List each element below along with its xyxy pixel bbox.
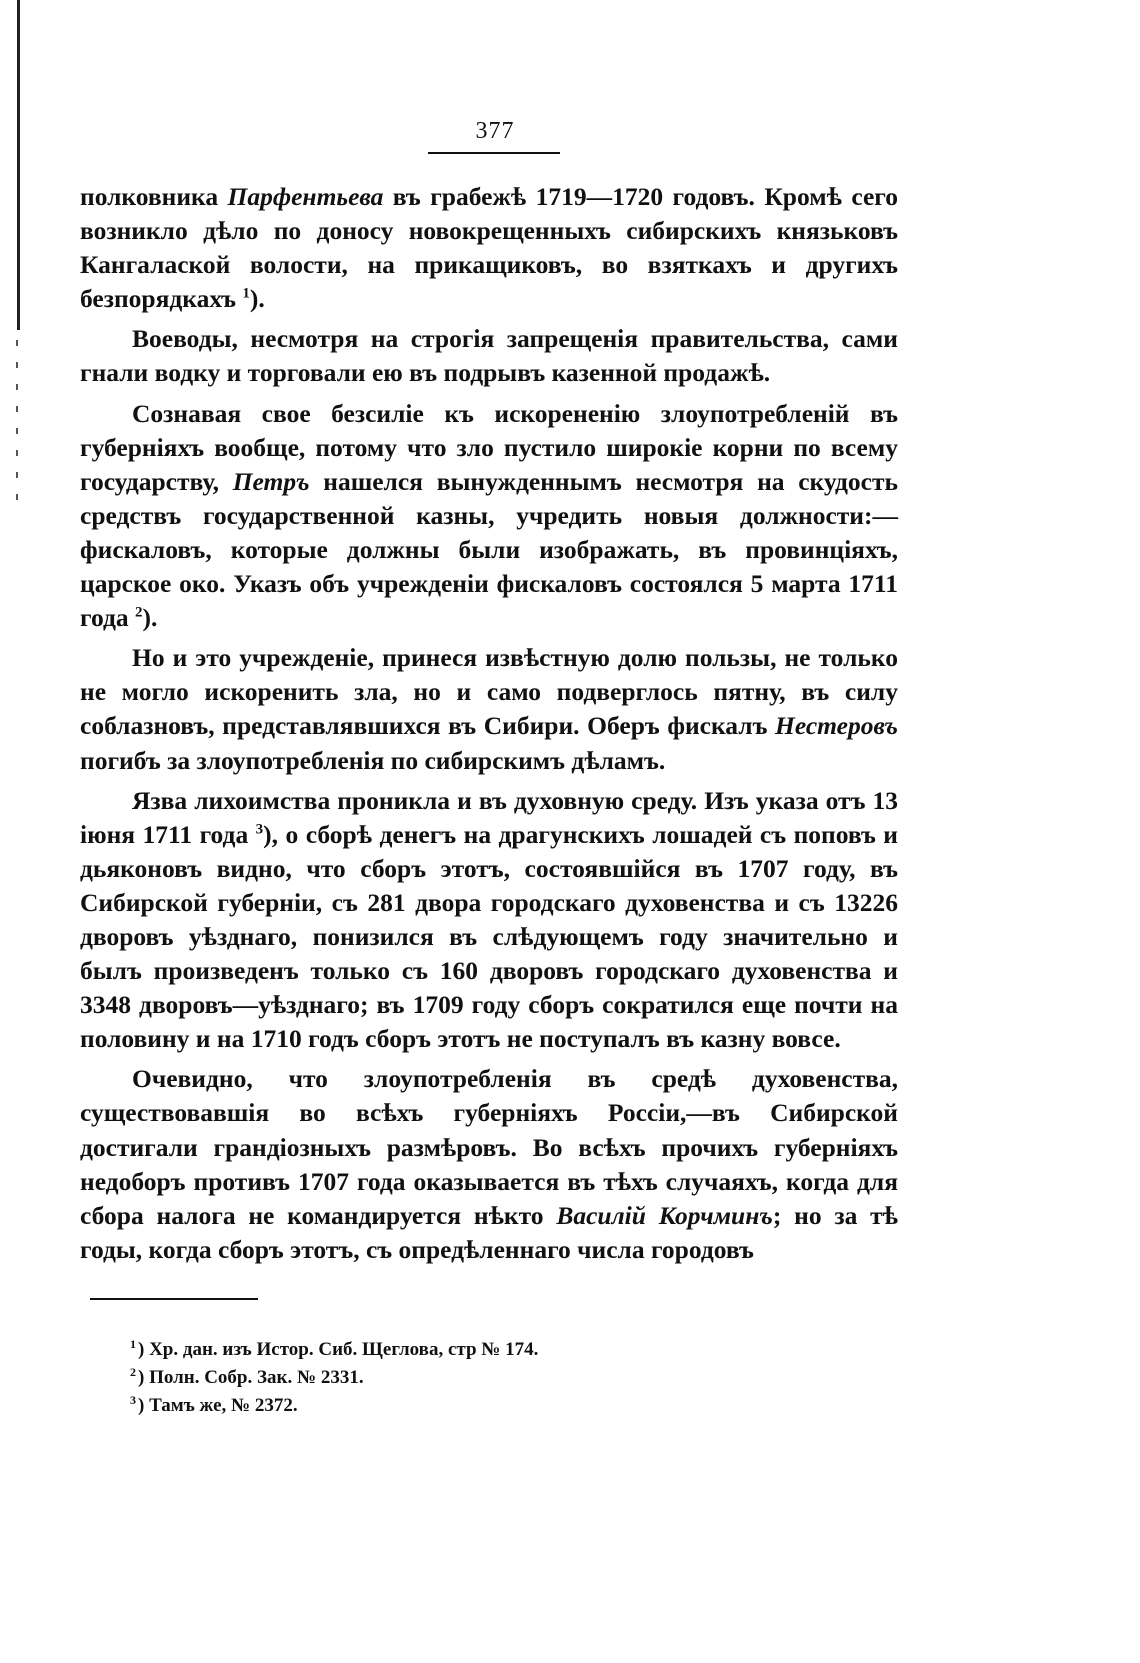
footnote-mark: 2 (130, 1364, 136, 1379)
text-run: ), о сборѣ денегъ на драгунскихъ лошадей съ поповъ и дьяконовъ видно, что сборъ этотъ, состоявшійся въ 1707 году, въ Сибирской губерніи, съ 281 двора городскаго духовенства и съ 13226 дворовъ уѣзднаго, понизился въ слѣдующемъ году значительно и былъ произведенъ только съ 160 дворовъ городскаго духовенства и 3348 дворовъ—уѣзднаго; въ 1709 году сборъ сократился еще почти на половину и на 1710 годъ сборъ этотъ не поступалъ въ казну вовсе. (80, 819, 898, 1054)
footnote-text: ) Полн. Собр. Зак. № 2331. (138, 1367, 364, 1388)
text-run: ). (142, 603, 158, 633)
italic-name: Парфентьева (227, 182, 384, 211)
page-number: 377 (475, 118, 515, 144)
footnote-reference: 3 (255, 821, 264, 838)
text-run: Но и это учрежденіе, принеся извѣстную долю пользы, не только не могло искоренить зла, но и само подверглось пятну, въ силу соблазновъ, представлявшихся въ Сибири. Оберъ фискалъ (80, 643, 898, 741)
page-edge-line (17, 0, 20, 330)
page-number-rule (428, 152, 560, 154)
paragraph (80, 180, 898, 316)
footnote (130, 1336, 830, 1364)
footnote-reference: 1 (242, 285, 250, 302)
footnote (130, 1364, 830, 1392)
italic-name: Василій Корчминъ (556, 1200, 773, 1230)
paragraph (80, 641, 898, 777)
paragraph (80, 322, 898, 390)
text-run: ). (249, 284, 265, 314)
text-run: нашелся вынужденнымъ несмотря на скудость средствъ государственной казны, учредить новыя должности:—фискаловъ, которые должны были изображать, въ провинціяхъ, царское око. Указъ объ учрежденіи фискаловъ состоялся 5 марта 1711 года (80, 466, 899, 633)
text-run: Язва лихоимства проникла и въ духовную среду. Изъ указа отъ 13 іюня 1711 года (80, 785, 898, 849)
footnote (130, 1392, 830, 1420)
footnote-reference: 2 (134, 604, 143, 621)
footnote-text: ) Тамъ же, № 2372. (138, 1395, 298, 1416)
paragraph (80, 1062, 898, 1267)
footnotes (130, 1336, 830, 1420)
text-run: полковника (80, 182, 228, 211)
footnote-mark: 3 (130, 1392, 136, 1407)
italic-name: Петръ (232, 466, 310, 496)
paragraph (80, 397, 898, 636)
page-edge-marks (16, 340, 18, 500)
footnote-text: ) Хр. дан. изъ Истор. Сиб. Щеглова, стр № 174. (138, 1339, 539, 1360)
italic-name: Нестеровъ (775, 711, 898, 741)
text-run: Очевидно, что злоупотребленія въ средѣ духовенства, существовавшія во всѣхъ губерніяхъ Россіи,—въ Сибирской достигали грандіозныхъ размѣровъ. Во всѣхъ прочихъ губерніяхъ недоборъ противъ 1707 года оказывается въ тѣхъ случаяхъ, когда для сбора налога не командируется нѣкто (80, 1064, 898, 1230)
body-text (80, 180, 898, 1273)
text-run: Воеводы, несмотря на строгія запрещенія правительства, сами гнали водку и торговали ею въ подрывъ казенной продажѣ. (80, 324, 898, 388)
footnote-separator (90, 1298, 258, 1300)
text-run: Сознавая свое безсиліе къ искорененію злоупотребленій въ губерніяхъ вообще, потому что зло пустило широкіе корни по всему государству, (80, 398, 898, 496)
text-run: въ грабежѣ 1719—1720 годовъ. Кромѣ сего возникло дѣло по доносу новокрещенныхъ сибирскихъ князьковъ Кангалаской волости, на прикащиковъ, во взяткахъ и другихъ безпорядкахъ (80, 182, 898, 314)
text-run: погибъ за злоупотребленія по сибирскимъ дѣламъ. (80, 745, 666, 775)
text-run: ; но за тѣ годы, когда сборъ этотъ, съ опредѣленнаго числа городовъ (80, 1200, 898, 1264)
footnote-mark: 1 (130, 1336, 136, 1351)
paragraph (80, 784, 898, 1057)
